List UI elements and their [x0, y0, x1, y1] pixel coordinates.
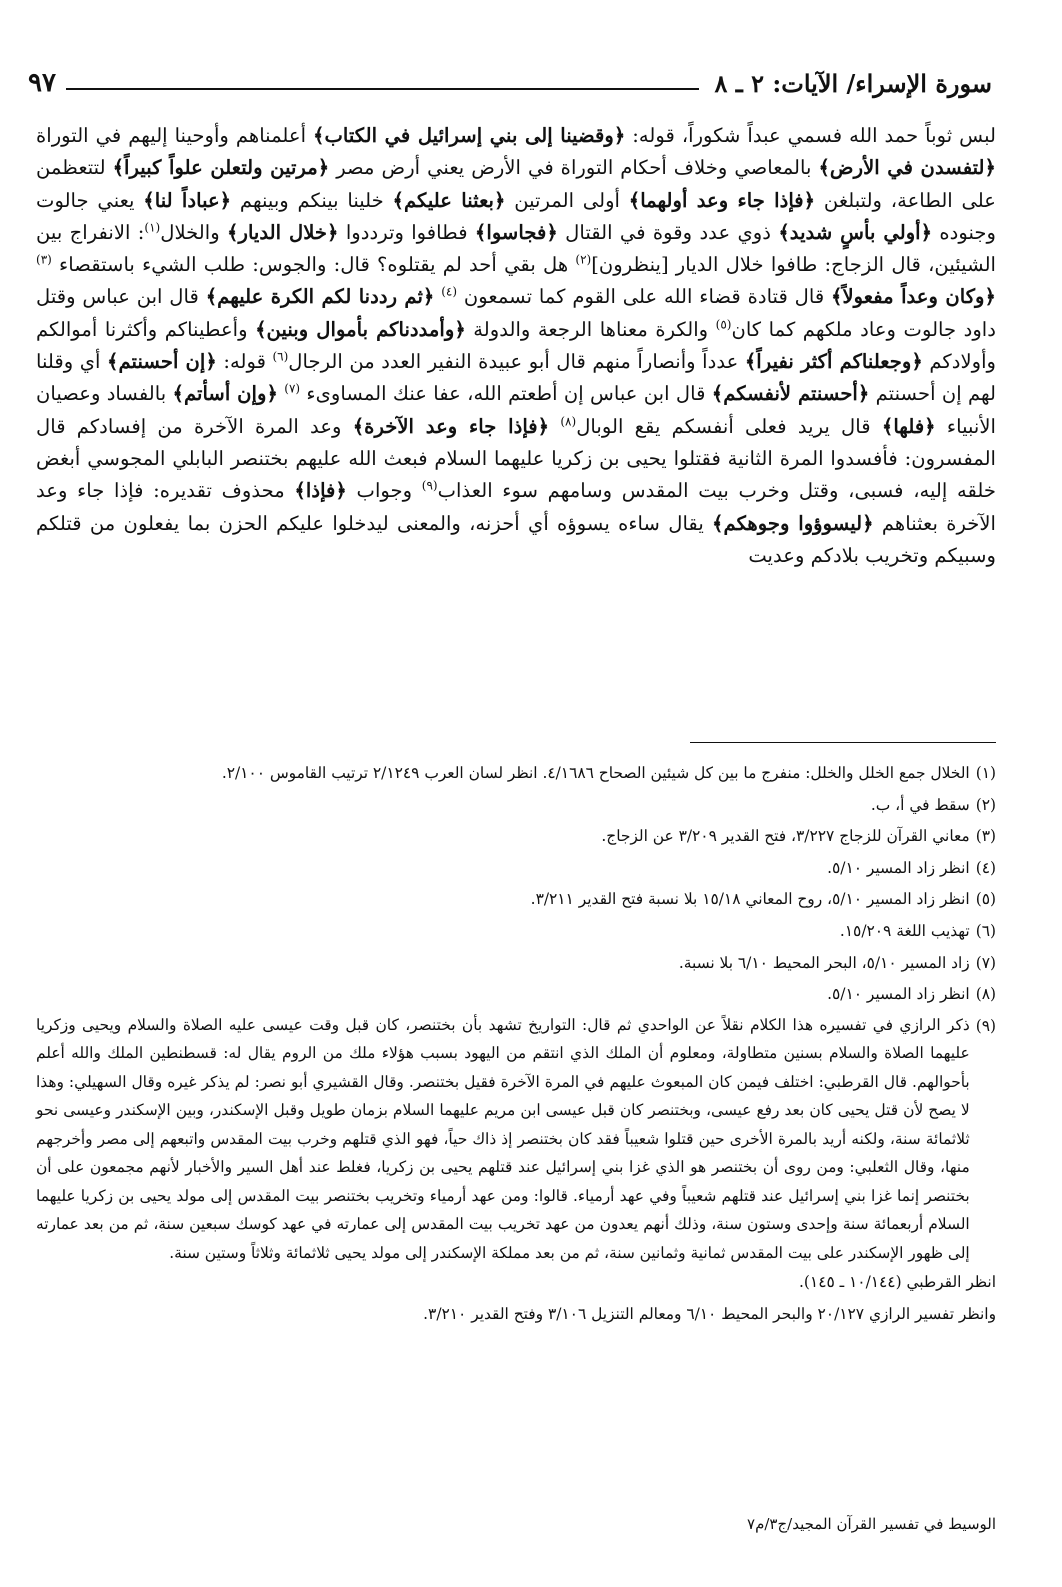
text-span: ذوي عدد وقوة في القتال — [557, 220, 779, 244]
text-span: لتتعظمن على الطاعة، ولتبلغن — [36, 156, 996, 212]
footnote-item — [36, 979, 996, 1011]
footnote-item — [36, 821, 996, 853]
footnote-ref: (٤) — [441, 284, 458, 299]
quran-quote: ﴿وجعلناكم أكثر نفيراً﴾ — [744, 350, 923, 374]
text-span — [549, 415, 560, 438]
quran-quote: ﴿أحسنتم لأنفسكم﴾ — [711, 382, 870, 406]
footnote-item — [36, 884, 996, 916]
text-span: أي وقلنا لهم إن أحسنتم — [36, 350, 996, 406]
main-paragraph — [36, 120, 996, 572]
text-span: بالمعاصي وخلاف أحكام التوراة في الأرض يعني أرض مصر — [329, 156, 819, 180]
text-span: والخلال — [160, 220, 228, 244]
footnote-number: (٤) — [975, 858, 996, 877]
footnote-text: انظر زاد المسير ٥/١٠. — [827, 985, 970, 1004]
footnote-number: (٣) — [975, 827, 996, 846]
footnote-extra-line: انظر القرطبي (١٠/١٤٤ ـ ١٤٥). — [799, 1273, 996, 1292]
quran-quote: ﴿أولي بأسٍ شديد﴾ — [778, 220, 933, 244]
footnote-number: (٥) — [975, 890, 996, 909]
quran-quote: ﴿إن أحسنتم﴾ — [107, 350, 217, 374]
footnote-separator — [690, 742, 996, 743]
text-span: أعلمناهم وأوحينا إليهم في التوراة — [36, 124, 313, 147]
footnote-text: انظر زاد المسير ٥/١٠، روح المعاني ١٥/١٨ بلا نسبة فتح القدير ٣/٢١١. — [530, 890, 970, 909]
footnote-text: سقط في أ، ب. — [870, 795, 970, 814]
footnote-item — [36, 790, 996, 822]
text-span: يقال ساءه يسوؤه أي أحزنه، والمعنى ليدخلوا عليكم الحزن بما يفعلون من قتلكم وسبيكم وتخريب بلادكم وعديت — [36, 511, 996, 567]
footnote-number: (٢) — [975, 795, 996, 814]
footnote-ref: (٨) — [560, 414, 577, 429]
footnote-ref: (٣) — [36, 252, 52, 267]
quran-quote: ﴿عباداً لنا﴾ — [143, 188, 232, 212]
text-span: قوله: — [216, 350, 273, 374]
footnote-extra-line: وانظر تفسير الرازي ٢٠/١٢٧ والبحر المحيط ٦/١٠ ومعالم التنزيل ٣/١٠٦ وفتح القدير ٣/٢١٠. — [423, 1304, 996, 1323]
text-span: وجواب — [346, 479, 422, 503]
text-span: والكرة معناها الرجعة والدولة — [465, 317, 716, 341]
footnote-text: معاني القرآن للزجاج ٣/٢٢٧، فتح القدير ٣/٢٠٩ عن الزجاج. — [601, 827, 970, 846]
header-title: سورة الإسراء/ الآيات: ٢ ـ ٨ — [714, 69, 992, 98]
quran-quote: ﴿ليسوؤوا وجوهكم﴾ — [712, 511, 874, 535]
text-span: وأعطيناكم وأكثرنا أموالكم وأولادكم — [36, 317, 996, 374]
text-span: قال ابن عباس إن أطعتم الله، عفا عنك المساوىء — [300, 382, 712, 406]
footnote-ref: (٩) — [421, 478, 438, 493]
footnote-item — [36, 1011, 996, 1268]
footnote-number: (١) — [975, 764, 996, 782]
quran-quote: ﴿وإن أسأتم﴾ — [172, 382, 278, 406]
footnote-ref: (١) — [144, 220, 161, 235]
quran-quote: ﴿فإذا جاء وعد أولهما﴾ — [628, 188, 816, 212]
quran-quote: ﴿فلها﴾ — [881, 414, 936, 438]
text-span: قال قتادة قضاء الله على القوم كما تسمعون — [457, 285, 832, 309]
text-span: لبس ثوباً حمد الله فسمي عبداً شكوراً، قوله: — [625, 124, 996, 147]
footnote-item — [36, 916, 996, 948]
quran-quote: ﴿ثم رددنا لكم الكرة عليهم﴾ — [205, 285, 435, 309]
text-span: هل بقي أحد لم يقتلوه؟ قال: والجوس: طلب الشيء باستقصاء — [51, 253, 576, 277]
quran-quote: ﴿فإذا جاء وعد الآخرة﴾ — [352, 414, 550, 438]
footnote-text: ذكر الرازي في تفسيره هذا الكلام نقلاً عن الواحدي ثم قال: التواريخ تشهد بأن بختنصر، كان قبل وقت عيسى عليه الصلاة والسلام ويحيى وزكريا عليهما الصلاة والسلام بسنين متطاولة، ومعلوم أن الملك الذي انتقم من اليهود بسبب هؤلاء ملك من الروم يقال له: قسطنطين الملك والله أعلم بأحوالهم. قال القرطبي: اختلف فيمن كان المبعوث عليهم في المرة الآخرة فقيل بختنصر. وقال القشيري أبو نصر: لم يذكر غيره وقال السهيلي: وهذا لا يصح لأن قتل يحيى كان بعد رفع عيسى، وبختنصر كان قبل عيسى ابن مريم عليهما السلام بزمان طويل وقبل الإسكندر، وبين الإسكندر وعيسى نحو ثلاثمائة سنة، ولكنه أريد بالمرة الأخرى حين قتلوا شعيباً فقد كان بختنصر إذ ذاك حياً، فهو الذي قتلهم وخرب بيت المقدس واتبعهم إلى مصر وأخرجهم منها، وقال الثعلبي: ومن روى أن بختنصر هو الذي غزا بني إسرائيل عند قتلهم يحيى بن زكريا، فغلط عند أهل السير والأخبار لأنهم مجمعون على أن بختنصر إنما غزا بني إسرائيل عند قتلهم شعيباً وفي عهد أرمياء. قالوا: ومن عهد أرمياء وتخريب بختنصر بيت المقدس إلى مولد يحيى بن زكريا عليهما السلام أربعمائة سنة وإحدى وستون سنة، وذلك أنهم يعدون من عهد تخريب بيت المقدس إلى عمارته في عهد كوسك سبعين سنة، ثم من بعد عمارته إلى ظهور الإسكندر على بيت المقدس ثمانية وثمانين سنة، ثم من بعد مملكة الإسكندر إلى مولد يحيى ثلاثمائة وثلاثاً وستين سنة. — [36, 1015, 970, 1262]
quran-quote: ﴿وأمددناكم بأموال وبنين﴾ — [255, 317, 466, 341]
quran-quote: ﴿وكان وعداً مفعولاً﴾ — [831, 285, 996, 309]
quran-quote: ﴿لتفسدن في الأرض﴾ — [818, 156, 996, 180]
text-span: قال ابن عباس وقتل داود جالوت وعاد ملكهم كما كان — [36, 285, 996, 341]
page-number: ٩٧ — [28, 68, 56, 98]
quran-quote: ﴿خلال الديار﴾ — [227, 220, 339, 244]
quran-quote: ﴿مرتين ولتعلن علواً كبيراً﴾ — [112, 156, 330, 180]
text-span: عدداً وأنصاراً منهم قال أبو عبيدة النفير العدد من الرجال — [288, 350, 745, 374]
footnote-number: (٦) — [975, 921, 996, 940]
text-span: : الانفراج بين الشيئين، قال الزجاج: طافوا خلال الديار [ينظرون] — [36, 220, 996, 277]
footnote-number: (٧) — [975, 953, 996, 972]
footnote-text: الخلال جمع الخلل والخلل: منفرج ما بين كل شيئين الصحاح ٤/١٦٨٦. انظر لسان العرب ٢/١٢٤٩ ترتيب القاموس ٢/١٠٠. — [221, 764, 970, 782]
quran-quote: ﴿وقضينا إلى بني إسرائيل في الكتاب﴾ — [312, 124, 626, 147]
page-signature: الوسيط في تفسير القرآن المجيد/ج٣/م٧ — [747, 1515, 996, 1533]
text-span: خلينا بينكم وبينهم — [231, 188, 393, 212]
footnote-ref: (٧) — [284, 381, 301, 396]
header-rule — [66, 88, 699, 90]
footnote-item — [36, 948, 996, 980]
footnote-ref: (٥) — [715, 317, 732, 332]
footnote-text: تهذيب اللغة ١٥/٢٠٩. — [839, 921, 970, 940]
text-span: قال يريد فعلى أنفسكم يقع الوبال — [576, 414, 882, 438]
quran-quote: ﴿بعثنا عليكم﴾ — [392, 188, 506, 212]
text-span: وعد المرة الآخرة من إفسادكم قال المفسرون: فأفسدوا المرة الثانية فقتلوا يحيى بن زكريا عليهما السلام فبعث الله عليهم بختنصر البابلي المجوسي أبغض خلقه إليه، فسبى، وقتل وخرب بيت المقدس وسامهم سوء العذاب — [36, 414, 996, 503]
footnote-item — [36, 758, 996, 790]
text-span: بالفساد وعصيان الأنبياء — [36, 382, 996, 438]
footnotes — [36, 758, 996, 1330]
quran-quote: ﴿فإذا﴾ — [294, 479, 347, 503]
footnote-ref: (٦) — [272, 349, 289, 364]
footnote-text: زاد المسير ٥/١٠، البحر المحيط ٦/١٠ بلا نسبة. — [678, 953, 970, 972]
footnote-item — [36, 853, 996, 885]
text-span: محذوف تقديره: فإذا جاء وعد الآخرة بعثناهم — [36, 479, 997, 535]
main-text — [36, 120, 996, 572]
text-span: فطافوا وترددوا — [338, 220, 475, 244]
text-span: يعني جالوت وجنوده — [36, 188, 997, 244]
footnote-number: (٨) — [975, 985, 996, 1004]
footnote-ref: (٢) — [575, 252, 592, 267]
footnote-text: انظر زاد المسير ٥/١٠. — [827, 858, 970, 877]
text-span: أولى المرتين — [505, 188, 629, 212]
quran-quote: ﴿فجاسوا﴾ — [474, 220, 558, 244]
footnote-number: (٩) — [975, 1016, 996, 1035]
running-header — [28, 58, 992, 98]
